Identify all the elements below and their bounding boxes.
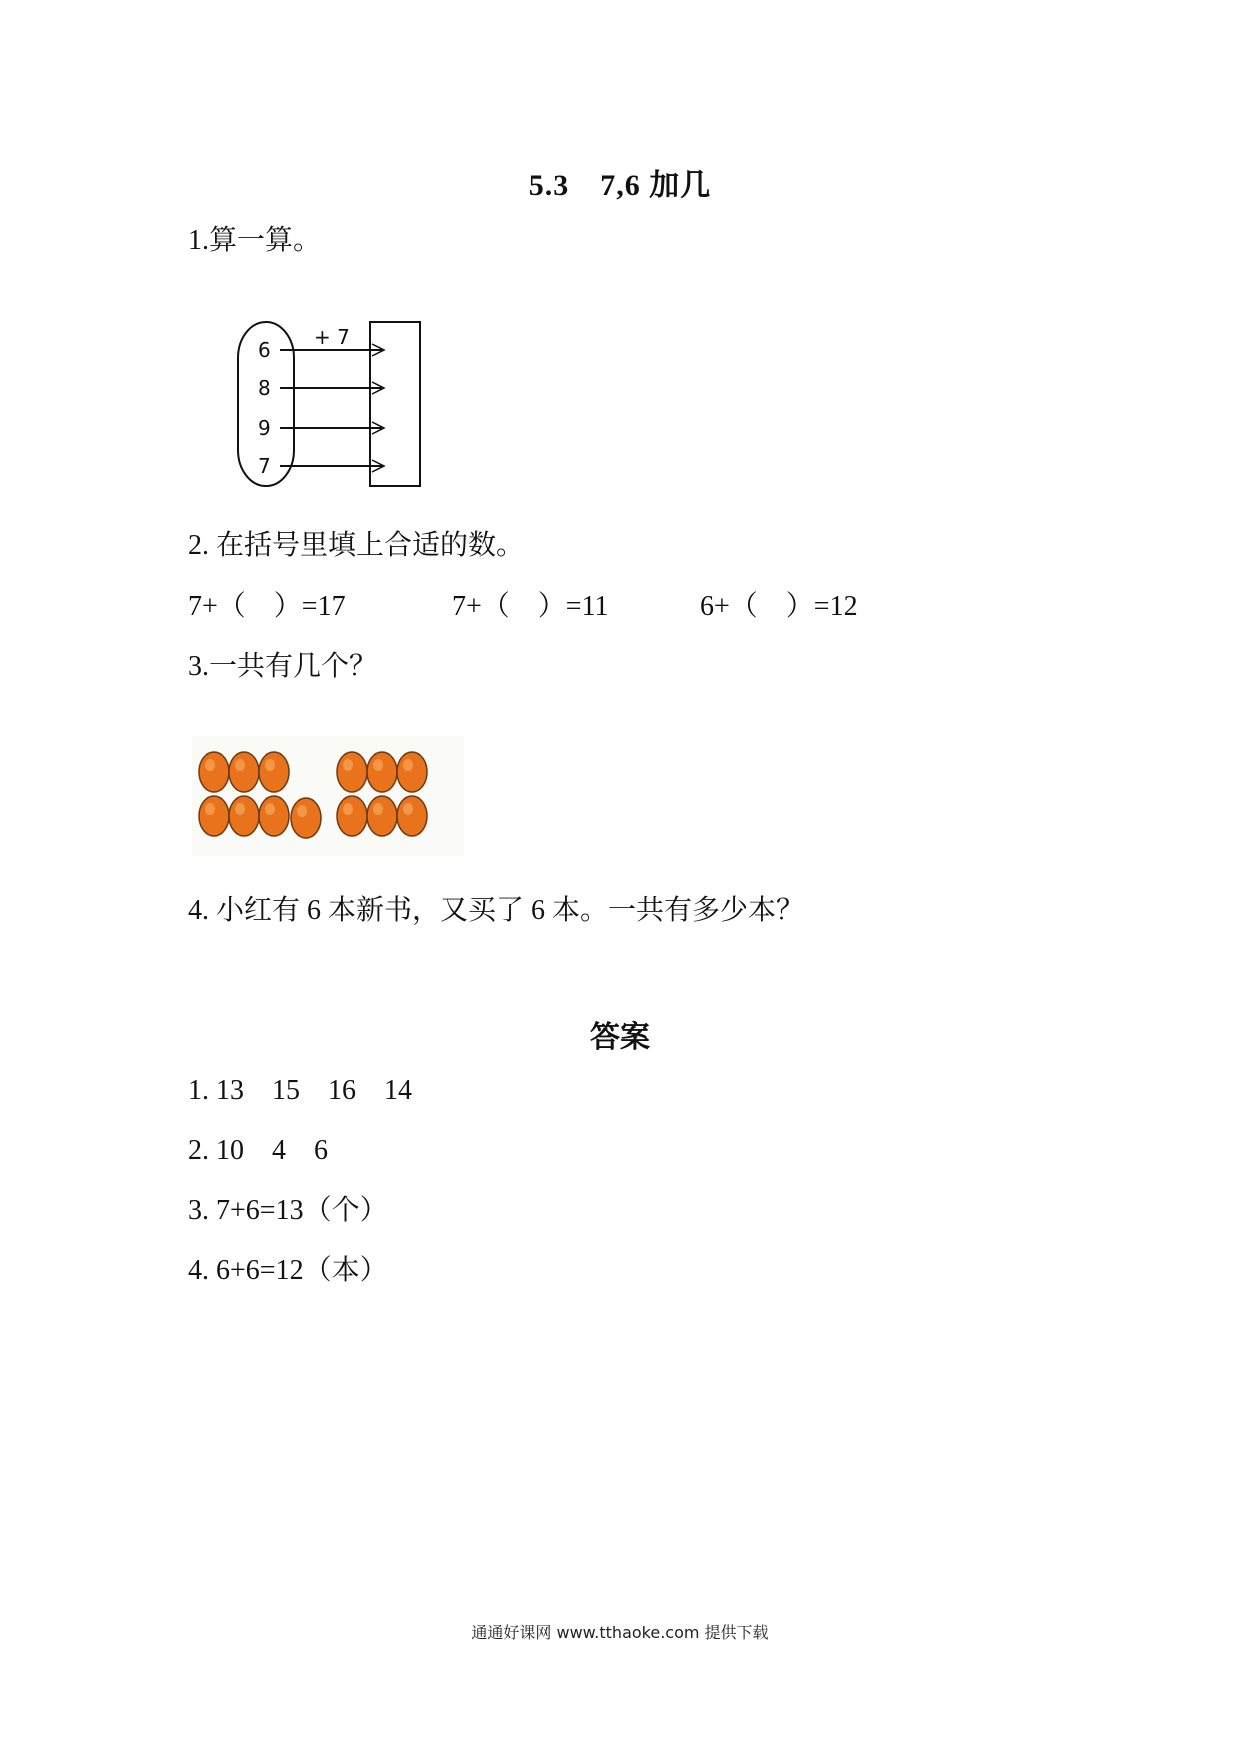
- orange: [337, 796, 367, 836]
- orange-highlight: [373, 803, 383, 815]
- orange: [259, 752, 289, 792]
- orange-highlight: [403, 803, 413, 815]
- equation-2: 7+（ ）=11: [452, 591, 609, 622]
- orange-highlight: [343, 803, 353, 815]
- orange: [337, 752, 367, 792]
- orange-highlight: [297, 805, 307, 817]
- orange-highlight: [265, 759, 275, 771]
- question-1: 1.算一算。: [188, 225, 322, 256]
- orange: [367, 752, 397, 792]
- orange: [291, 798, 321, 838]
- orange-highlight: [265, 803, 275, 815]
- orange-highlight: [343, 759, 353, 771]
- answer-title: 答案: [590, 1021, 650, 1054]
- orange-highlight: [205, 803, 215, 815]
- mapping-diagram: [236, 318, 426, 490]
- orange-highlight: [373, 759, 383, 771]
- question-3: 3.一共有几个？: [188, 651, 378, 682]
- orange: [199, 752, 229, 792]
- input-number: 6: [258, 338, 271, 362]
- answer-1: 1. 13 15 16 14: [188, 1075, 413, 1106]
- orange: [259, 796, 289, 836]
- orange-highlight: [205, 759, 215, 771]
- orange-highlight: [235, 759, 245, 771]
- orange: [397, 752, 427, 792]
- footer-text: 通通好课网 www.tthaoke.com 提供下载: [471, 1623, 769, 1642]
- oranges-picture: [192, 736, 464, 856]
- equation-3: 6+（ ）=12: [700, 591, 858, 622]
- orange: [229, 796, 259, 836]
- input-number: 8: [258, 376, 271, 400]
- answer-3: 3. 7+6=13（个）: [188, 1195, 388, 1226]
- orange-highlight: [235, 803, 245, 815]
- question-2: 2. 在括号里填上合适的数。: [188, 530, 525, 561]
- orange: [397, 796, 427, 836]
- answer-2: 2. 10 4 6: [188, 1135, 329, 1166]
- answer-4: 4. 6+6=12（本）: [188, 1255, 388, 1286]
- orange-highlight: [403, 759, 413, 771]
- question-4: 4. 小红有 6 本新书，又买了 6 本。一共有多少本？: [188, 895, 805, 926]
- input-number: 9: [258, 416, 271, 440]
- arrow-group: [258, 338, 384, 478]
- input-number: 7: [258, 454, 271, 478]
- orange: [199, 796, 229, 836]
- orange: [229, 752, 259, 792]
- equation-1: 7+（ ）=17: [188, 591, 346, 622]
- orange: [367, 796, 397, 836]
- operation-label: + 7: [314, 325, 350, 349]
- page-title: 5.3 7,6 加几: [528, 169, 712, 202]
